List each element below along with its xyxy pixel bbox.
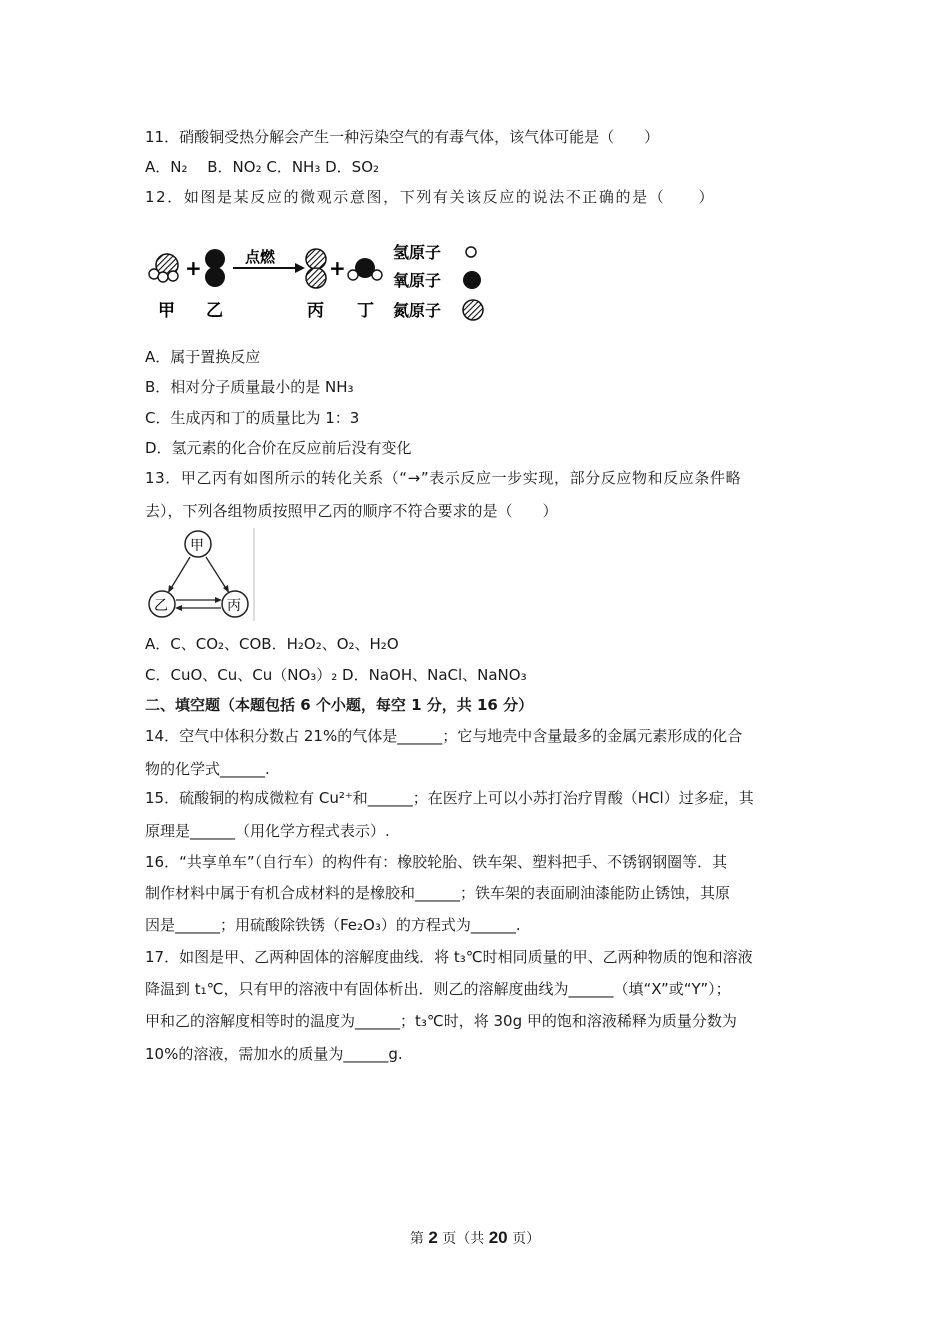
- node-jia: 甲: [190, 538, 204, 554]
- footer-suffix: 页）: [507, 1231, 541, 1247]
- q15-line2: 原理是______（用化学方程式表示）.: [145, 822, 390, 840]
- label-ding: 丁: [357, 301, 374, 321]
- reaction-condition: 点燃: [245, 248, 276, 266]
- q12-reaction-diagram: [145, 238, 490, 326]
- label-jia: 甲: [158, 301, 175, 321]
- q17-line2: 降温到 t₁℃，只有甲的溶液中有固体析出．则乙的溶解度曲线为______（填“X”或“Y”）；: [145, 980, 731, 998]
- q13-stem-line1: 13．甲乙丙有如图所示的转化关系（“→”表示反应一步实现，部分反应物和反应条件略: [145, 469, 742, 487]
- legend-nitrogen-icon: [463, 300, 483, 320]
- footer-prefix: 第: [409, 1231, 429, 1247]
- q16-line2: 制作材料中属于有机合成材料的是橡胶和______；铁车架的表面刷油漆能防止锈蚀，其原: [145, 884, 731, 902]
- q11-stem: 11．硝酸铜受热分解会产生一种污染空气的有毒气体，该气体可能是（ ）: [145, 128, 660, 146]
- page-footer: [0, 1228, 950, 1248]
- q13-stem-line2: 去），下列各组物质按照甲乙丙的顺序不符合要求的是（ ）: [145, 502, 558, 520]
- q12-option-d: D．氢元素的化合价在反应前后没有变化: [145, 439, 412, 457]
- section-heading: 二、填空题（本题包括 6 个小题，每空 1 分，共 16 分）: [145, 696, 534, 714]
- legend-nitrogen: 氮原子: [393, 301, 442, 320]
- q14-line2: 物的化学式______.: [145, 760, 270, 778]
- q12-stem: 12．如图是某反应的微观示意图，下列有关该反应的说法不正确的是（ ）: [145, 188, 716, 206]
- label-yi: 乙: [206, 301, 223, 321]
- legend-hydrogen-icon: [466, 247, 476, 257]
- label-bing: 丙: [307, 301, 324, 321]
- q12-option-a: A．属于置换反应: [145, 348, 261, 366]
- footer-page-number: 2: [428, 1228, 438, 1247]
- q17-line3: 甲和乙的溶解度相等时的温度为______；t₃℃时，将 30g 甲的饱和溶液稀释为质量分数为: [145, 1012, 737, 1030]
- q13-conversion-diagram: [143, 528, 258, 623]
- arrow-head: [295, 263, 305, 273]
- q17-line1: 17．如图是甲、乙两种固体的溶解度曲线．将 t₃℃时相同质量的甲、乙两种物质的饱和溶液: [145, 948, 753, 966]
- q12-option-b: B．相对分子质量最小的是 NH₃: [145, 378, 354, 396]
- q16-line3: 因是______；用硫酸除铁锈（Fe₂O₃）的方程式为______.: [145, 916, 521, 934]
- q11-options: A．N₂ B．NO₂ C．NH₃ D．SO₂: [145, 158, 380, 176]
- footer-total-pages: 20: [488, 1228, 508, 1247]
- molecule-bing: [306, 249, 326, 288]
- q13-options-cd: C．CuO、Cu、Cu（NO₃）₂ D．NaOH、NaCl、NaNO₃: [145, 666, 527, 684]
- q14-line1: 14．空气中体积分数占 21%的气体是______；它与地壳中含量最多的金属元素形成的化合: [145, 727, 743, 745]
- plus-sign-2: +: [329, 256, 346, 280]
- molecule-yi: [205, 249, 225, 287]
- legend-oxygen-icon: [463, 271, 481, 289]
- q15-line1: 15．硫酸铜的构成微粒有 Cu²⁺和______；在医疗上可以小苏打治疗胃酸（HCl）过多症，其: [145, 789, 754, 807]
- q12-option-c: C．生成丙和丁的质量比为 1：3: [145, 409, 360, 427]
- q16-line1: 16．“共享单车”（自行车）的构件有：橡胶轮胎、铁车架、塑料把手、不锈钢钢圈等．其: [145, 853, 728, 871]
- legend-hydrogen: 氢原子: [393, 243, 442, 262]
- q17-line4: 10%的溶液，需加水的质量为______g.: [145, 1045, 403, 1063]
- molecule-ding: [348, 258, 382, 280]
- legend-oxygen: 氧原子: [393, 271, 442, 290]
- footer-middle: 页（共: [437, 1231, 489, 1247]
- molecule-jia: [149, 254, 178, 282]
- node-bing: 丙: [227, 598, 241, 614]
- q13-options-ab: A．C、CO₂、COB．H₂O₂、O₂、H₂O: [145, 635, 399, 653]
- plus-sign-1: +: [185, 256, 202, 280]
- node-yi: 乙: [154, 598, 168, 614]
